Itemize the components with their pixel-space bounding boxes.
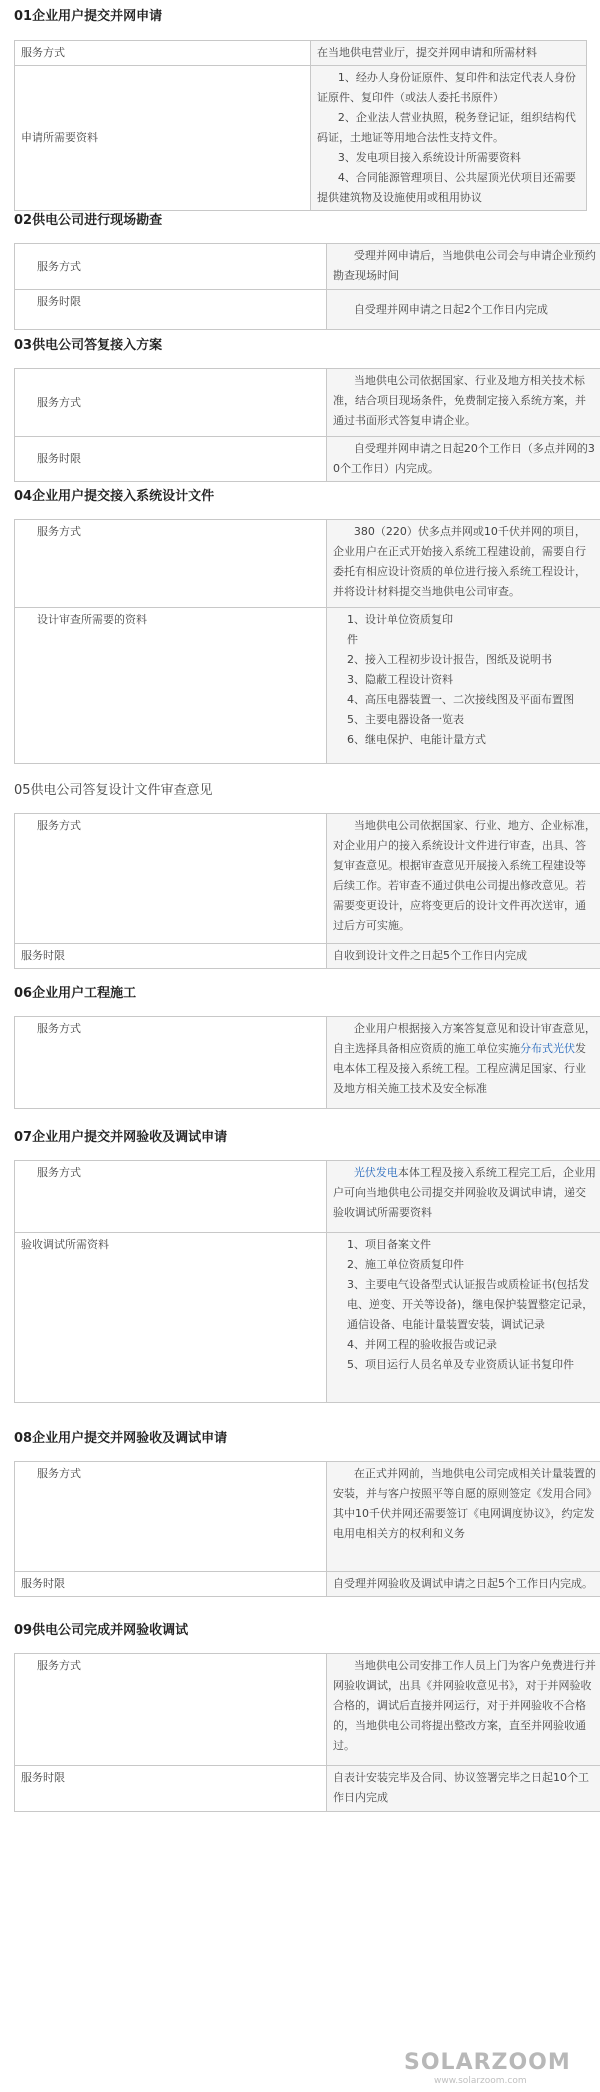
row-key: 服务时限 — [15, 290, 327, 330]
table-row — [15, 520, 600, 608]
table-row — [15, 1017, 600, 1109]
value-text: 企业用户根据接入方案答复意见和设计审查意见，自主选择具备相应资质的施工单位实施 — [333, 1022, 596, 1055]
value-line: 2、企业法人营业执照，税务登记证，组织结构代码证，土地证等用地合法性支持文件。 — [317, 111, 576, 144]
table-03 — [14, 368, 600, 482]
row-value — [327, 1017, 600, 1109]
section-title-08: 08企业用户提交并网验收及调试申请 — [14, 1431, 228, 1446]
table-01 — [14, 40, 587, 211]
value-line: 3、发电项目接入系统设计所需要资料 — [337, 151, 521, 164]
row-key: 服务方式 — [15, 1017, 327, 1109]
watermark-url: www.solarzoom.com — [434, 2076, 527, 2086]
row-value — [327, 944, 600, 969]
table-02 — [14, 243, 600, 330]
table-09 — [14, 1653, 600, 1812]
table-row — [15, 369, 600, 437]
row-key: 服务方式 — [15, 814, 327, 944]
value-line: 自受理并网申请之日起20个工作日（多点并网的30个工作日）内完成。 — [333, 442, 595, 475]
value-line: 自表计安装完毕及合同、协议签署完毕之日起10个工作日内完成 — [333, 1771, 589, 1804]
value-line — [333, 1019, 596, 1099]
value-line: 在正式并网前，当地供电公司完成相关计量装置的安装，并与客户按照平等自愿的原则签定《发用合同》其中10千伏并网还需要签订《电网调度协议》，约定发电用电相关方的权利和义务 — [333, 1467, 596, 1540]
table-row — [15, 1161, 600, 1233]
value-line: 2、施工单位资质复印件 — [347, 1258, 464, 1271]
value-line: 当地供电公司依据国家、行业及地方相关技术标准，结合项目现场条件，免费制定接入系统方案，并通过书面形式答复申请企业。 — [333, 374, 586, 427]
watermark-logo — [404, 2050, 584, 2086]
section-title-04: 04企业用户提交接入系统设计文件 — [14, 489, 215, 504]
value-line: 4、并网工程的验收报告或记录 — [347, 1338, 497, 1351]
value-line: 件 — [347, 633, 358, 646]
table-row — [15, 1766, 600, 1812]
row-value — [327, 437, 600, 482]
section-title-06: 06企业用户工程施工 — [14, 986, 137, 1001]
row-value — [311, 66, 587, 211]
value-line: 自受理并网申请之日起2个工作日内完成 — [353, 302, 548, 316]
value-line: 2、接入工程初步设计报告，图纸及说明书 — [347, 653, 552, 666]
row-value — [327, 290, 600, 330]
row-value — [327, 1161, 600, 1233]
table-row — [15, 66, 587, 211]
pv-link[interactable]: 光伏发电 — [353, 1166, 398, 1179]
table-06 — [14, 1016, 600, 1109]
row-value — [327, 1233, 600, 1403]
value-text: 本体工程及接入系统工程完工后，企业用户可向当地供电公司提交并网验收及调试申请，递交验收调试所需要资料 — [333, 1166, 596, 1219]
table-row — [15, 944, 600, 969]
row-key: 服务方式 — [15, 1462, 327, 1572]
section-title-05: 05供电公司答复设计文件审查意见 — [14, 783, 213, 798]
table-row — [15, 1462, 600, 1572]
row-key: 服务方式 — [15, 520, 327, 608]
row-value — [327, 244, 600, 290]
section-title-09: 09供电公司完成并网验收调试 — [14, 1623, 189, 1638]
value-line: 1、项目备案文件 — [347, 1238, 431, 1251]
value-line: 3、隐蔽工程设计资料 — [347, 673, 453, 686]
row-value — [327, 814, 600, 944]
value-line: 受理并网申请后，当地供电公司会与申请企业预约勘查现场时间 — [333, 249, 596, 282]
section-title-02: 02供电公司进行现场勘查 — [14, 213, 163, 228]
table-07 — [14, 1160, 600, 1403]
row-key: 服务方式 — [15, 41, 311, 66]
section-title-01: 01企业用户提交并网申请 — [14, 9, 163, 24]
table-row — [15, 1233, 600, 1403]
value-line: 1、设计单位资质复印 — [347, 613, 453, 626]
value-line — [333, 1163, 596, 1223]
value-line: 在当地供电营业厅，提交并网申请和所需材料 — [317, 46, 537, 59]
row-value — [327, 1462, 600, 1572]
table-04 — [14, 519, 600, 764]
row-value — [311, 41, 587, 66]
table-05 — [14, 813, 600, 969]
value-line: 当地供电公司依据国家、行业、地方、企业标准，对企业用户的接入系统设计文件进行审查，出具、答复审查意见。根据审查意见开展接入系统工程建设等后续工作。若审查不通过供电公司提出修改意见。若需要变更设计，应将变更后的设计文件再次送审，通过后方可实施。 — [333, 819, 596, 932]
row-key: 申请所需要资料 — [15, 66, 311, 211]
table-row — [15, 1654, 600, 1766]
row-key: 验收调试所需资料 — [15, 1233, 327, 1403]
table-row — [15, 41, 587, 66]
row-key: 服务方式 — [15, 369, 327, 437]
row-key: 服务方式 — [15, 1654, 327, 1766]
row-key: 设计审查所需要的资料 — [15, 608, 327, 764]
row-key: 服务方式 — [15, 1161, 327, 1233]
value-line: 当地供电公司安排工作人员上门为客户免费进行并网验收调试，出具《并网验收意见书》，对于并网验收合格的，调试后直接并网运行，对于并网验收不合格的，当地供电公司将提出整改方案，直至并网验收通过。 — [333, 1659, 596, 1752]
value-line: 4、合同能源管理项目、公共屋顶光伏项目还需要提供建筑物及设施使用或租用协议 — [317, 171, 576, 204]
section-title-07: 07企业用户提交并网验收及调试申请 — [14, 1130, 228, 1145]
value-line: 自受理并网验收及调试申请之日起5个工作日内完成。 — [333, 1577, 593, 1590]
solar-link[interactable]: 分布式光伏 — [520, 1042, 575, 1055]
row-key: 服务时限 — [15, 1572, 327, 1597]
table-row — [15, 244, 600, 290]
value-text: 发电本体工程及接入系统工程。工程应满足国家、行业及地方相关施工技术及安全标准 — [333, 1042, 586, 1095]
table-row — [15, 290, 600, 330]
section-title-03: 03供电公司答复接入方案 — [14, 338, 163, 353]
value-line: 380（220）伏多点并网或10千伏并网的项目，企业用户在正式开始接入系统工程建设前，需要自行委托有相应设计资质的单位进行接入系统工程设计，并将设计材料提交当地供电公司审查。 — [333, 525, 586, 598]
watermark-text: SOLARZOOM — [404, 2050, 571, 2075]
row-key: 服务时限 — [15, 437, 327, 482]
row-value — [327, 608, 600, 764]
table-08 — [14, 1461, 600, 1597]
value-line: 5、主要电器设备一览表 — [347, 713, 464, 726]
table-row — [15, 814, 600, 944]
row-key: 服务时限 — [15, 1766, 327, 1812]
value-line: 4、高压电器装置一、二次接线图及平面布置图 — [347, 693, 574, 706]
row-value — [327, 520, 600, 608]
value-line: 自收到设计文件之日起5个工作日内完成 — [333, 949, 527, 962]
row-value — [327, 1654, 600, 1766]
value-line: 6、继电保护、电能计量方式 — [347, 733, 486, 746]
table-row — [15, 608, 600, 764]
row-value — [327, 1572, 600, 1597]
row-value — [327, 369, 600, 437]
value-line: 5、项目运行人员名单及专业资质认证书复印件 — [347, 1358, 574, 1371]
row-key: 服务时限 — [15, 944, 327, 969]
row-value — [327, 1766, 600, 1812]
table-row — [15, 437, 600, 482]
row-key: 服务方式 — [15, 244, 327, 290]
value-line: 1、经办人身份证原件、复印件和法定代表人身份证原件、复印件（或法人委托书原件） — [317, 71, 576, 104]
table-row — [15, 1572, 600, 1597]
value-line: 3、主要电气设备型式认证报告或质检证书(包括发电、逆变、开关等设备)，继电保护装置整定记录，通信设备、电能计量装置安装，调试记录 — [347, 1278, 594, 1331]
